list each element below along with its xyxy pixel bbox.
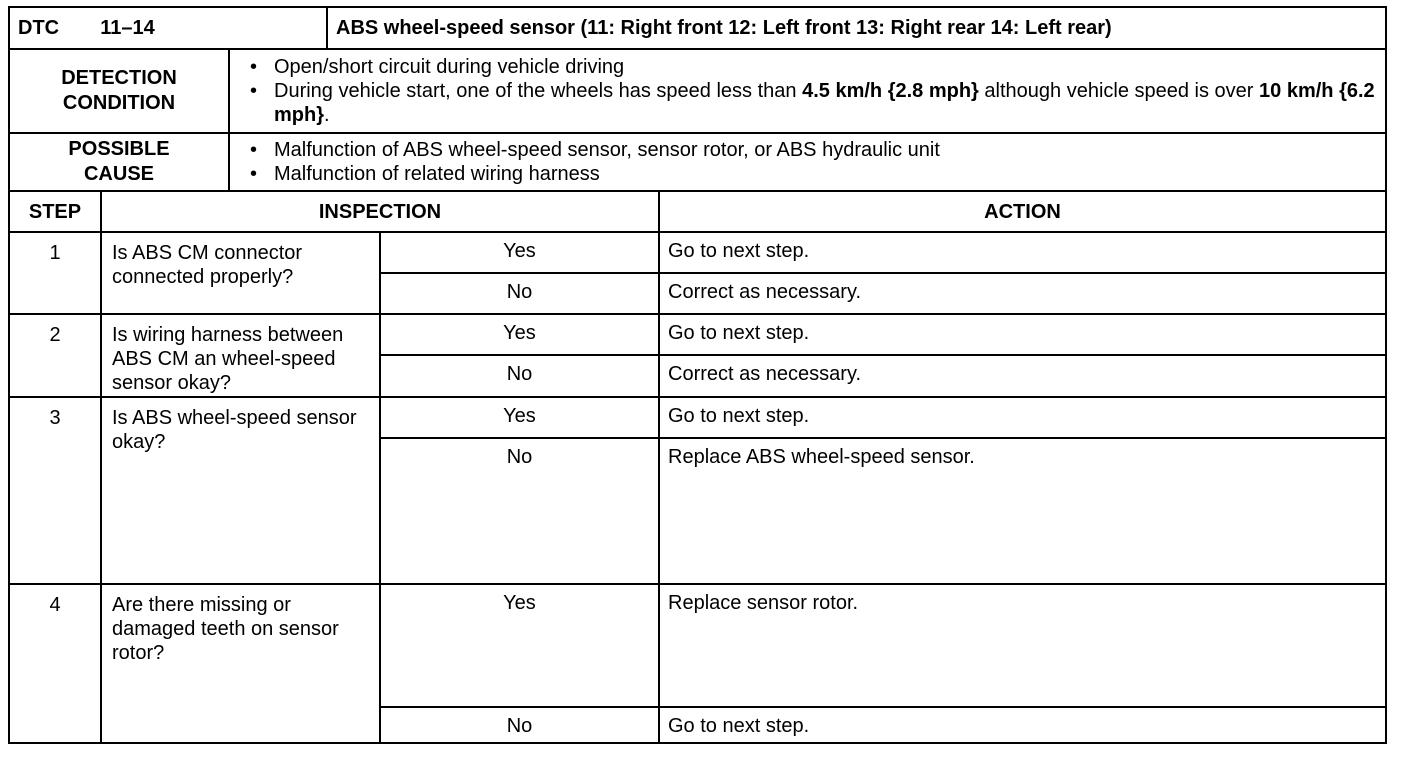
condition-table — [8, 48, 1387, 192]
detection-speed-threshold: 4.5 km/h {2.8 mph} — [802, 80, 979, 102]
detection-condition-row — [9, 49, 1386, 133]
detection-condition-label — [9, 49, 229, 133]
table-row — [9, 232, 1386, 273]
detection-label-line1: DETECTION — [61, 67, 177, 89]
detection-item-1: • Open/short circuit during vehicle driving — [238, 55, 1377, 79]
no-action: Replace ABS wheel-speed sensor. — [659, 438, 1386, 584]
inspection-header-row — [9, 191, 1386, 232]
no-action: Correct as necessary. — [659, 273, 1386, 314]
yes-action: Replace sensor rotor. — [659, 584, 1386, 707]
step-number: 2 — [9, 314, 101, 397]
yes-action: Go to next step. — [659, 314, 1386, 355]
table-row — [9, 584, 1386, 707]
no-action: Correct as necessary. — [659, 355, 1386, 397]
yes-label: Yes — [380, 584, 659, 707]
no-label: No — [380, 438, 659, 584]
dtc-header-table — [8, 6, 1387, 50]
yes-action: Go to next step. — [659, 397, 1386, 438]
cause-item-2: • Malfunction of related wiring harness — [238, 162, 1377, 186]
inspection-text: Is ABS CM connector connected properly? — [101, 232, 380, 314]
detection-vehicle-speed: 10 km/h {6.2 mph} — [274, 80, 1375, 126]
step-number: 3 — [9, 397, 101, 584]
dtc-code-cell — [9, 7, 327, 49]
dtc-header-row — [9, 7, 1386, 49]
no-label: No — [380, 707, 659, 743]
possible-cause-label — [9, 133, 229, 191]
detection-item-2-text-b: although vehicle speed is over — [978, 80, 1260, 102]
dtc-title: ABS wheel-speed sensor (11: Right front 12: Left front 13: Right rear 14: Left rear) — [327, 7, 1386, 49]
inspection-column-header: INSPECTION — [101, 191, 659, 232]
table-row — [9, 397, 1386, 438]
cause-label-line1: POSSIBLE — [68, 138, 170, 160]
detection-condition-content — [229, 49, 1386, 133]
detection-item-2 — [238, 79, 1377, 127]
yes-label: Yes — [380, 232, 659, 273]
cause-item-1: • Malfunction of ABS wheel-speed sensor, sensor rotor, or ABS hydraulic unit — [238, 138, 1377, 162]
yes-label: Yes — [380, 314, 659, 355]
dtc-label: DTC — [18, 17, 60, 39]
dtc-code: 11–14 — [100, 17, 155, 39]
detection-item-2-text-c: . — [324, 104, 330, 126]
detection-item-2-text-a: During vehicle start, one of the wheels has speed less than — [274, 80, 803, 102]
yes-action: Go to next step. — [659, 232, 1386, 273]
no-label: No — [380, 355, 659, 397]
no-action: Go to next step. — [659, 707, 1386, 743]
inspection-text: Is wiring harness between ABS CM an wheel-speed sensor okay? — [101, 314, 380, 397]
inspection-text: Is ABS wheel-speed sensor okay? — [101, 397, 380, 584]
dtc-document — [8, 6, 1387, 761]
possible-cause-content — [229, 133, 1386, 191]
step-number: 4 — [9, 584, 101, 743]
action-column-header: ACTION — [659, 191, 1386, 232]
inspection-table — [8, 190, 1387, 744]
yes-label: Yes — [380, 397, 659, 438]
step-column-header: STEP — [9, 191, 101, 232]
cause-label-line2: CAUSE — [83, 163, 154, 185]
no-label: No — [380, 273, 659, 314]
table-row — [9, 314, 1386, 355]
inspection-text: Are there missing or damaged teeth on sensor rotor? — [101, 584, 380, 743]
step-number: 1 — [9, 232, 101, 314]
detection-label-line2: CONDITION — [62, 92, 176, 114]
possible-cause-row — [9, 133, 1386, 191]
